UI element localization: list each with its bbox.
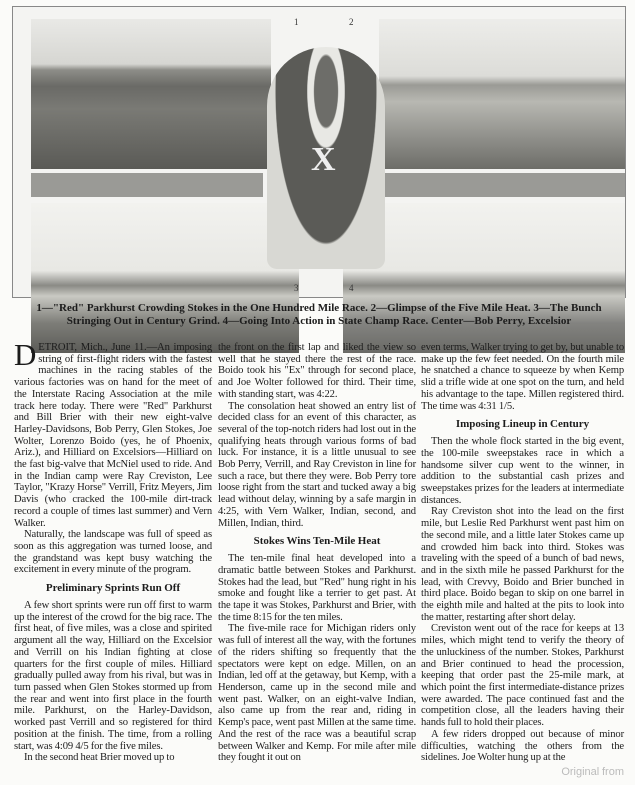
paragraph: the front on the first lap and liked the view so well that he stayed there the rest of the race. Boido took his "Ex" through for second place, and Joe Wolter followed for third. Their time, with standing start, was 4:22. <box>218 342 416 400</box>
jersey-letter: X <box>311 141 336 178</box>
subheading: Preliminary Sprints Run Off <box>45 582 181 595</box>
photo-montage <box>12 6 626 298</box>
photo-number: 2 <box>349 17 354 27</box>
article-column-2 <box>218 342 416 764</box>
article-column-1 <box>14 337 212 764</box>
photo-race-4 <box>343 203 625 353</box>
photo-number: 4 <box>349 283 354 293</box>
photo-race-3 <box>31 203 299 353</box>
article-column-3 <box>421 342 624 779</box>
paragraph: Naturally, the landscape was full of speed as soon as this aggregation was turned loose, and the grandstand was kept busy watching the excitement in every minute of the program. <box>14 529 212 576</box>
portrait-bob-perry <box>267 47 385 269</box>
paragraph: A few short sprints were run off first to warm up the interest of the crowd for the big race. The first heat, of five miles, was a close and spirited argument all the way, Hilliard on the Excelsior and Verrill on his Indian fighting at close quarters for the first couple of miles. Hilliard gradually pulled away from his rival, but was in turn passed when Glen Stokes stormed up from the rear and went into first place in the fourth mile. Parkhurst, on the Harley-Davidson, worked past Verrill and so registered for third position at the finish. The time, from a rolling start, was 4:09 4/5 for the five miles. <box>14 600 212 752</box>
paragraph <box>14 337 212 529</box>
paragraph: A few riders dropped out because of minor difficulties, watching the others from the sidelines. Joe Wolter hung up at the <box>421 728 624 764</box>
subheading: Stokes Wins Ten-Mile Heat <box>253 535 381 548</box>
paragraph: The consolation heat showed an entry list of decided class for an event of this character, as several of the top-notch riders had lost out in the qualifying heats through various forms of bad luck. For instance, it is a little unusual to see Bob Perry, Verrill, and Ray Creviston in line for such a race, but there they were. Bob Perry tore loose right from the start and tucked away a big lead without delay, winning by a safe margin in 4:25, with Vern Walker, Indian, second, and Millen, Indian, third. <box>218 400 416 529</box>
paragraph: Creviston went out of the race for keeps at 13 miles, which might tend to verify the theory of the unluckiness of the number. Stokes, Parkhurst and Brier continued to head the procession, keeping that order past the 25-mile mark, at which point the first intermediate-distance prizes were awarded. The pace continued fast and the competition close, all the leaders having their hands full to hold their places. <box>421 623 624 729</box>
paragraph: In the second heat Brier moved up to <box>24 752 175 764</box>
film-strip-left <box>31 173 263 197</box>
photo-race-1 <box>31 19 271 169</box>
paragraph: The ten-mile final heat developed into a dramatic battle between Stokes and Parkhurst. Stokes had the lead, but "Red" hung right in his smoke and fought like a terrier to get past. At the tape it was Stokes, Parkhurst and Brier, with the time 8:15 for the ten miles. <box>218 553 416 623</box>
paragraph: Ray Creviston shot into the lead on the first mile, but Leslie Red Parkhurst went past him on the second mile, and a little later Stokes came up and crowded him back into third. Stokes was traveling with the speed of a bunch of bad news, and in the sixth mile he passed Parkhurst for the lead, with Crevvy, Boido and Brier bunched in third place. Boido began to skip on one barrel in the eighth mile and halted at the pits to look into the matter, restarting after short delay. <box>421 506 624 623</box>
subheading: Imposing Lineup in Century <box>455 418 590 431</box>
paragraph: The five-mile race for Michigan riders only was full of interest all the way, with the fortunes of the riders shifting so frequently that the spectators were kept on edge. Millen, on an Indian, led off at the getaway, but Kemp, with a Henderson, came up in the second mile and went past. Walker, on an eight-valve Indian, also came up from the rear and, riding in Kemp's pace, went past Millen at the same time. And the rest of the race was a beautiful scrap between Walker and Kemp. For mile after mile they fought it out on <box>218 623 416 764</box>
paragraph: Then the whole flock started in the big event, the 100-mile sweepstakes race in which a handsome silver cup went to the winner, in addition to the substantial cash prizes and sweepstakes prizes for the leaders at intermediate distances. <box>421 436 624 506</box>
photo-number: 1 <box>294 17 299 27</box>
photo-caption: 1—"Red" Parkhurst Crowding Stokes in the One Hundred Mile Race. 2—Glimpse of the Five Mile Heat. 3—The Bunch Stringing Out in Century Grind. 4—Going Into Action in State Champ Race. Center—Bob Perry, Excelsior <box>36 302 602 327</box>
paragraph-text: ETROIT, Mich., June 11.—An imposing string of first-flight riders with the fastest machines in the racing stables of the various factories was on hand for the meet of the Interstate Racing Association at the mile track here today. There were "Red" Parkhurst and Bill Brier with their new eight-valve Harley-Davidsons, Bob Perry, Glen Stokes, Joe Wolter, Lorenzo Boido (yes, he of Phoenix, Ariz.), and Hilliard on Excelsiors—Hilliard on the fast big-valve that McNiel used to ride. And in the Indian camp were Ray Creviston, Lee Taylor, "Krazy Horse" Verrill, Fritz Meyers, Jim Davis (who cracked the 100-mile dirt-track record a couple of times last summer) and Vern Walker. <box>14 342 212 529</box>
photo-race-2 <box>379 19 625 169</box>
film-strip-right <box>379 173 625 197</box>
watermark: Original from <box>561 765 624 778</box>
paragraph: even terms, Walker trying to get by, but unable to make up the few feet needed. On the fourth mile he snatched a chance to squeeze by when Kemp slid a trifle wide at one spot on the turn, and held his advantage to the tape. Millen registered third. The time was 4:31 1/5. <box>421 342 624 412</box>
photo-number: 3 <box>294 283 299 293</box>
drop-cap: D <box>14 337 37 372</box>
